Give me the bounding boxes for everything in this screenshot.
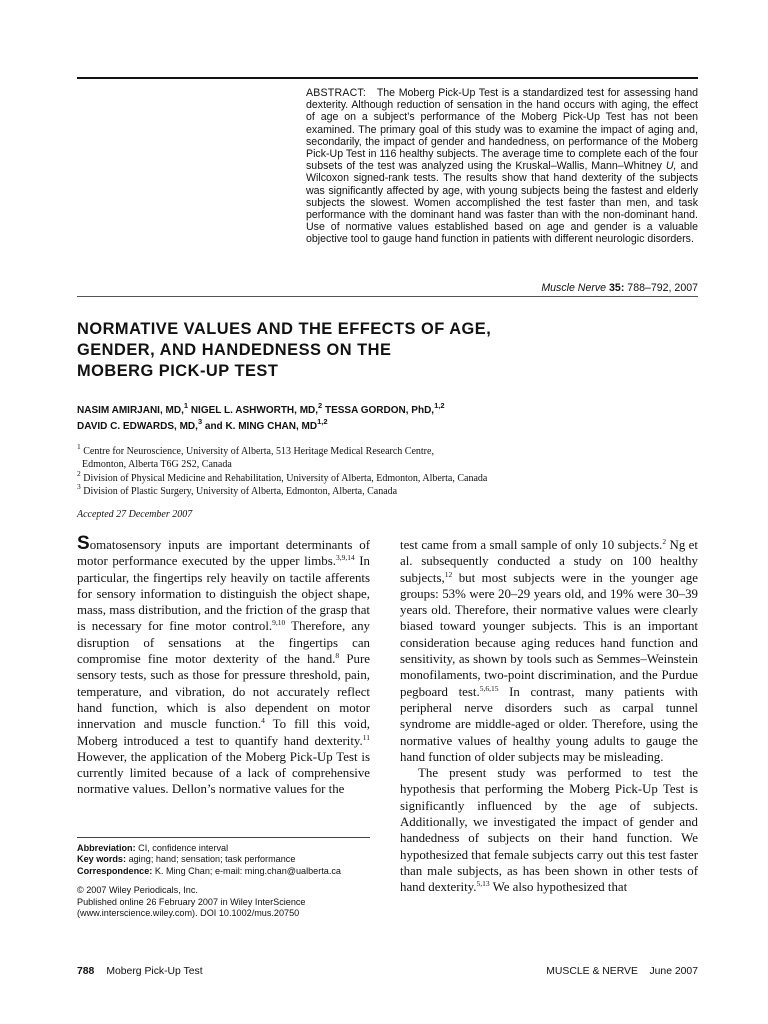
author-affil-sup: 1,2 <box>317 417 328 426</box>
author-affil-sup: 1 <box>183 401 189 410</box>
title-line-1: NORMATIVE VALUES AND THE EFFECTS OF AGE, <box>77 320 492 338</box>
body-text: Ng et al. subsequently conducted a study on 100 healthy subjects, <box>400 538 698 585</box>
body-text: Therefore, any disruption of sensations at the fingertips can compromise fine motor dexterity of the hand. <box>77 619 370 667</box>
citation-pages: 788–792, 2007 <box>627 282 698 294</box>
affiliation-text: Division of Plastic Surgery, University of Alberta, Edmonton, Alberta, Canada <box>83 486 398 498</box>
body-text: We also hypothesized that <box>489 880 628 895</box>
title-line-2: GENDER, AND HANDEDNESS ON THE <box>77 341 392 359</box>
paragraph <box>400 537 698 765</box>
abstract-label: ABSTRACT: <box>306 87 367 99</box>
affiliation-sup: 3 <box>77 482 81 492</box>
correspondence-note <box>77 866 372 877</box>
issue-date: June 2007 <box>649 966 698 977</box>
author-affil-sup: 3 <box>197 417 203 426</box>
body-column-left <box>77 533 371 798</box>
body-text: Pure sensory tests, such as those for pressure threshold, pain, temperature, and vibration, do not accurately reflect hand function, which is also dependent on motor innervation and muscle function. <box>77 652 370 732</box>
paragraph <box>400 765 698 895</box>
article-title <box>77 319 637 382</box>
abbreviation-note <box>77 843 372 854</box>
body-column-right <box>400 537 698 896</box>
body-text: In particular, the fingertips rely heavily on tactile afferents for sensory information to distinguish the object shape, mass, mass distribution, and the friction of the grasp that is necessary for fine motor control. <box>77 554 371 634</box>
affiliation <box>77 442 677 458</box>
drop-cap: S <box>77 533 90 554</box>
affiliation <box>77 468 677 485</box>
top-rule <box>77 77 698 79</box>
affiliation-sup: 2 <box>77 468 81 478</box>
citation-ref: 8 <box>335 651 340 661</box>
author-name: NIGEL L. ASHWORTH, MD, <box>190 405 319 416</box>
keywords-note <box>77 854 372 865</box>
body-text: but most subjects were in the younger age groups: 53% were 20–29 years old, and 19% were 30–39 years old. Therefore, their normative values were clearly biased toward younger subjects. This is an important consideration because aging reduces hand function and sensitivity, as shown by tools such as Semmes–Weinstein monofilaments, two-point discrimination, and the Purdue pegboard test. <box>400 570 698 699</box>
body-text: In contrast, many patients with peripheral nerve disorders such as carpal tunnel syndrome are middle-aged or older. Therefore, using the normative values of healthy young adults to gauge the hand function of older subjects may be misleading. <box>400 684 699 764</box>
abstract-citation <box>306 282 698 294</box>
citation-journal: Muscle Nerve <box>541 282 607 294</box>
abstract-text: The Moberg Pick-Up Test is a standardized test for assessing hand dexterity. Although reduction of sensation in the hand occurs with aging, the effect of age on a subject’s performance of the Moberg Pick-Up Test has not been examined. The primary goal of this study was to examine the impact of aging and, secondarily, the impact of gender and handedness, on performance of the Moberg Pick-Up Test in 116 healthy subjects. The average time to complete each of the four subsets of the test was analyzed using the Kruskal–Wallis, Mann–Whitney <box>306 87 699 173</box>
author-name: TESSA GORDON, PhD, <box>324 405 435 416</box>
citation-ref: 5,13 <box>476 879 490 889</box>
abstract <box>306 87 698 246</box>
keywords-label: Key words: <box>77 854 127 865</box>
affiliation <box>77 482 677 498</box>
citation-ref: 2 <box>662 537 667 546</box>
affiliation-sup: 1 <box>77 442 81 451</box>
affiliations <box>77 442 677 499</box>
author-list <box>77 403 677 435</box>
title-line-3: MOBERG PICK-UP TEST <box>77 362 279 380</box>
affiliation-text: Edmonton, Alberta T6G 2S2, Canada <box>82 459 232 471</box>
running-title: Moberg Pick-Up Test <box>106 966 203 977</box>
footnotes <box>77 843 372 919</box>
citation-ref: 5,6,15 <box>479 683 499 693</box>
body-text: The present study was performed to test the hypothesis that performing the Moberg Pick-Up Test is significantly influenced by the age of subjects. Additionally, we investigated the impact of gender and handedness of subjects on their hand function. We hypothesized that female subjects carry out this test faster than male subjects, as has been shown in other tests of hand dexterity. <box>400 766 698 895</box>
citation-ref: 12 <box>444 569 453 579</box>
body-text: omatosensory inputs are important determinants of motor performance executed by the upper limbs. <box>77 538 370 569</box>
citation-ref: 3,9,14 <box>335 553 355 563</box>
abstract-bottom-rule <box>77 296 698 297</box>
correspondence-text: K. Ming Chan; e-mail: ming.chan@ualberta.ca <box>154 865 341 876</box>
correspondence-label: Correspondence: <box>77 865 153 876</box>
citation-volume: 35: <box>609 282 625 294</box>
author-affil-sup: 1,2 <box>434 401 445 410</box>
citation-ref: 9,10 <box>272 618 286 628</box>
abbreviation-label: Abbreviation: <box>77 843 136 853</box>
citation-ref: 4 <box>261 716 265 726</box>
author-name: NASIM AMIRJANI, MD, <box>77 405 184 416</box>
footnote-rule <box>77 837 370 838</box>
author-affil-sup: 2 <box>318 401 323 410</box>
body-text: test came from a small sample of only 10 subjects. <box>400 538 663 552</box>
affiliation-text: Centre for Neuroscience, University of Alberta, 513 Heritage Medical Research Centre, <box>83 446 434 457</box>
affiliation <box>77 458 677 471</box>
author-name: DAVID C. EDWARDS, MD, <box>77 421 198 432</box>
citation-ref: 11 <box>362 732 370 742</box>
body-text: To fill this void, Moberg introduced a test to quantify hand dexterity. <box>77 717 370 748</box>
body-text: However, the application of the Moberg Pick-Up Test is currently limited because of a lack of comprehensive normative values. Dellon’s normative values for the <box>77 749 370 797</box>
abstract-text-italic: U, <box>665 160 677 173</box>
publication-note: Published online 26 February 2007 in Wiley InterScience (www.interscience.wiley.com). DOI 10.1002/mus.20750 <box>77 896 306 919</box>
author-name: and K. MING CHAN, MD <box>204 421 318 432</box>
copyright-note: © 2007 Wiley Periodicals, Inc. <box>77 885 198 896</box>
abbreviation-text: CI, confidence interval <box>138 843 229 853</box>
accepted-date: Accepted 27 December 2007 <box>77 509 193 520</box>
page-number: 788 <box>77 966 95 977</box>
affiliation-text: Division of Physical Medicine and Rehabilitation, University of Alberta, Edmonton, Alberta, Canada <box>83 472 488 484</box>
abstract-text-end: and Wilcoxon signed-rank tests. The results show that hand dexterity of the subjects was significantly affected by age, with young subjects being the fastest and elderly subjects the slowest. Women accomplished the test faster than men, and task performance with the dominant hand was faster than with the non-dominant hand. Use of normative values established based on age and gender is a valuable objective tool to gauge hand function in patients with different neurologic disorders. <box>306 160 698 246</box>
journal-name: MUSCLE & NERVE <box>546 966 638 977</box>
keywords-text: aging; hand; sensation; task performance <box>128 854 296 865</box>
